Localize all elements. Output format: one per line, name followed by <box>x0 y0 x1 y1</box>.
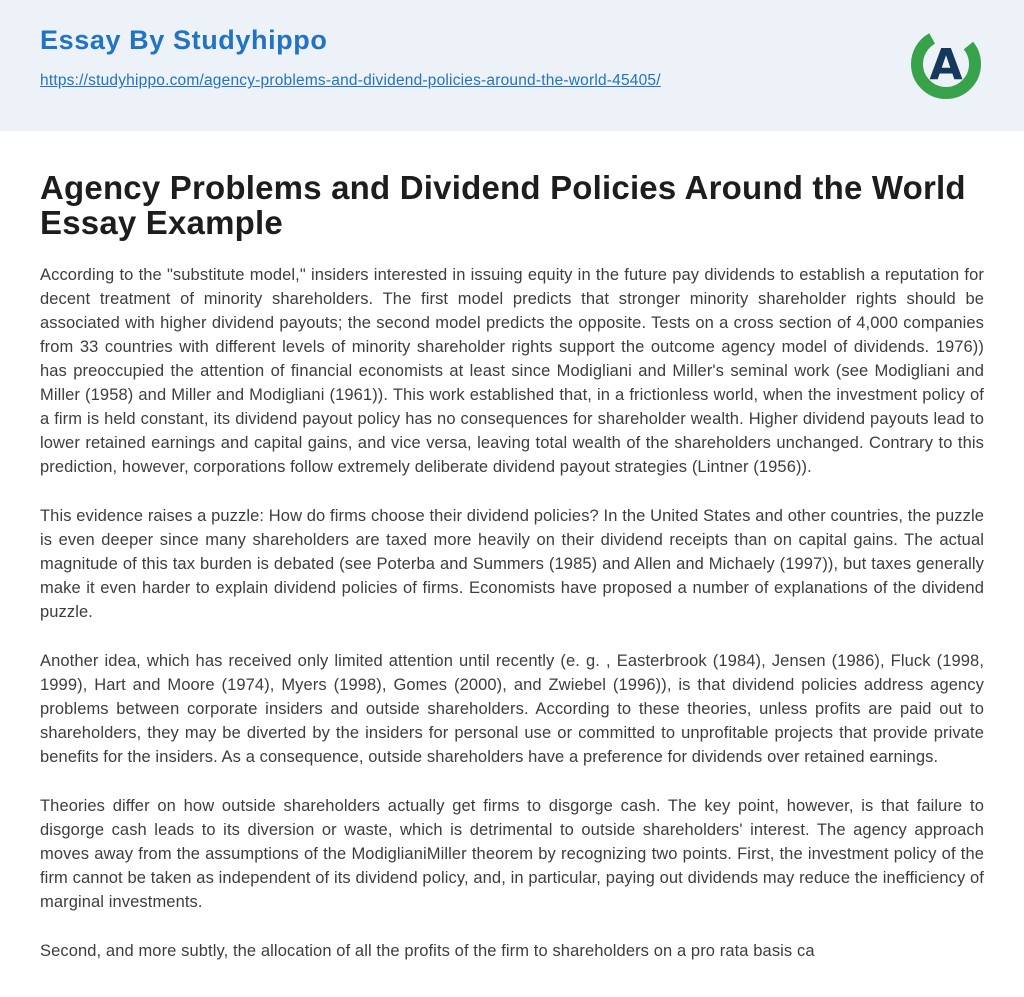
site-header <box>0 0 1024 131</box>
article-paragraph: This evidence raises a puzzle: How do firms choose their dividend policies? In the United States and other countries, the puzzle is even deeper since many shareholders are taxed more heavily on their dividend receipts than on capital gains. The actual magnitude of this tax burden is debated (see Poterba and Summers (1985) and Allen and Michaely (1997)), but taxes generally make it even harder to explain dividend policies of firms. Economists have proposed a number of explanations of the dividend puzzle. <box>40 506 984 621</box>
page-title: Agency Problems and Dividend Policies Around the World Essay Example <box>40 169 966 241</box>
source-url-link[interactable]: https://studyhippo.com/agency-problems-and-dividend-policies-around-the-world-45405/ <box>40 72 661 90</box>
article-paragraph: Second, and more subtly, the allocation of all the profits of the firm to shareholders on a pro rata basis ca <box>40 941 815 960</box>
logo-letter: A <box>929 40 963 90</box>
article-paragraph: According to the "substitute model," insiders interested in issuing equity in the future pay dividends to establish a reputation for decent treatment of minority shareholders. The first model predicts that stronger minority shareholder rights should be associated with higher dividend payouts; the second model predicts the opposite. Tests on a cross section of 4,000 companies from 33 countries with different levels of minority shareholder rights support the outcome agency model of dividends. 1976)) has preoccupied the attention of financial economists at least since Modigliani and Miller's seminal work (see Modigliani and Miller (1958) and Miller and Modigliani (1961)). This work established that, in a frictionless world, when the investment policy of a firm is held constant, its dividend payout policy has no consequences for shareholder wealth. Higher dividend payouts lead to lower retained earnings and capital gains, and vice versa, leaving total wealth of the shareholders unchanged. Contrary to this prediction, however, corporations follow extremely deliberate dividend payout strategies (Lintner (1956)). <box>40 265 984 476</box>
brand-block <box>40 24 661 90</box>
studyhippo-logo[interactable] <box>908 26 984 102</box>
article-paragraph: Theories differ on how outside shareholders actually get firms to disgorge cash. The key point, however, is that failure to disgorge cash leads to its diversion or waste, which is detrimental to outside shareholders' interest. The agency approach moves away from the assumptions of the ModiglianiMiller theorem by recognizing two points. First, the investment policy of the firm cannot be taken as independent of its dividend policy, and, in particular, paying out dividends may reduce the inefficiency of marginal investments. <box>40 796 984 911</box>
article <box>0 131 1024 963</box>
brand-title: Essay By Studyhippo <box>40 25 328 55</box>
studyhippo-logo-icon <box>908 26 984 102</box>
article-paragraphs <box>40 263 984 963</box>
article-paragraph: Another idea, which has received only limited attention until recently (e. g. , Easterbrook (1984), Jensen (1986), Fluck (1998, 1999), Hart and Moore (1974), Myers (1998), Gomes (2000), and Zwiebel (1996)), is that dividend policies address agency problems between corporate insiders and outside shareholders. According to these theories, unless profits are paid out to shareholders, they may be diverted by the insiders for personal use or committed to unprofitable projects that provide private benefits for the insiders. As a consequence, outside shareholders have a preference for dividends over retained earnings. <box>40 651 984 766</box>
